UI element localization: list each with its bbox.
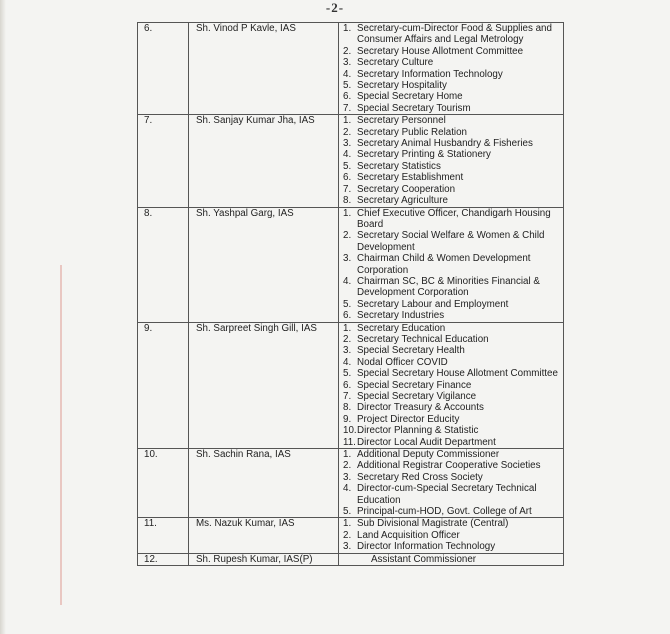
duty-text: Secretary Red Cross Society	[357, 471, 483, 483]
table-row	[138, 322, 564, 448]
duties-list	[339, 23, 564, 115]
duty-text: Director Treasury & Accounts	[357, 402, 484, 414]
duty-item	[343, 391, 561, 402]
duty-number: 6.	[343, 379, 352, 391]
duty-number: 8.	[343, 195, 352, 207]
duty-number: 1.	[343, 23, 352, 34]
duty-text: Director-cum-Special Secretary Technical Education	[357, 483, 537, 506]
duty-item	[343, 115, 561, 126]
duties-list	[339, 518, 564, 553]
table-row	[138, 115, 564, 207]
duty-text: Director Information Technology	[357, 541, 496, 553]
duty-text: Sub Divisional Magistrate (Central)	[357, 518, 509, 530]
duty-item	[343, 253, 561, 276]
table-row	[138, 553, 564, 565]
serial-number: 11.	[138, 518, 189, 553]
duty-number: 1.	[343, 322, 352, 334]
duty-item	[343, 184, 561, 195]
duty-text: Secretary Printing & Stationery	[357, 149, 491, 161]
duties-list	[339, 207, 564, 322]
serial-number: 9.	[138, 322, 189, 448]
duty-item	[343, 357, 561, 368]
duty-number: 11.	[343, 436, 356, 448]
duty-number: 3.	[343, 471, 352, 483]
duty-item	[343, 161, 561, 172]
duty-text: Chairman SC, BC & Minorities Financial & Development Corporation	[357, 275, 540, 299]
duty-number: 5.	[343, 80, 352, 92]
duty-item	[343, 345, 561, 356]
duty-text: Secretary Industries	[357, 310, 445, 322]
table-row	[138, 518, 564, 553]
duty-item	[343, 368, 561, 379]
duty-number: 10.	[343, 425, 357, 437]
duty-item	[343, 472, 561, 483]
duty-number: 1.	[343, 449, 352, 461]
duty-item	[343, 380, 561, 391]
duty-text: Land Acquisition Officer	[357, 529, 460, 541]
duty-item	[343, 91, 561, 102]
duty-number: 6.	[343, 172, 352, 184]
officer-name: Sh. Yashpal Garg, IAS	[189, 207, 339, 322]
duty-text: Chief Executive Officer, Chandigarh Housing Board	[357, 207, 551, 230]
serial-number: 12.	[138, 553, 189, 565]
duty-text: Assistant Commissioner	[371, 553, 477, 565]
duty-text: Secretary Information Technology	[357, 68, 503, 80]
duty-number: 4.	[343, 483, 352, 495]
duty-number: 8.	[343, 402, 352, 414]
duty-number: 1.	[343, 115, 352, 127]
duty-number: 6.	[343, 310, 352, 322]
duty-text: Special Secretary Tourism	[357, 102, 471, 114]
duty-item	[343, 276, 561, 299]
duty-text: Special Secretary House Allotment Committee	[357, 368, 558, 380]
duty-number: 3.	[343, 541, 352, 553]
margin-line	[60, 265, 62, 605]
duty-item	[343, 506, 561, 517]
duties-list	[339, 115, 564, 207]
duty-item	[343, 195, 561, 206]
allocation-table	[137, 22, 564, 566]
duty-text: Secretary Personnel	[357, 115, 446, 127]
duty-number: 2.	[343, 333, 352, 345]
table-row	[138, 23, 564, 115]
duty-text: Secretary Education	[357, 322, 446, 334]
serial-number: 10.	[138, 449, 189, 518]
officer-name: Ms. Nazuk Kumar, IAS	[189, 518, 339, 553]
duty-text: Secretary Statistics	[357, 160, 441, 172]
duty-item	[343, 208, 561, 231]
duty-item	[343, 57, 561, 68]
duty-text: Secretary Hospitality	[357, 80, 447, 92]
duty-number: 2.	[343, 460, 352, 472]
duty-item	[343, 483, 561, 506]
duty-text: Secretary Social Welfare & Women & Child Development	[357, 230, 545, 253]
duty-text: Secretary Labour and Employment	[357, 298, 509, 310]
duty-item	[343, 310, 561, 321]
duty-text: Special Secretary Home	[357, 91, 463, 103]
officer-name: Sh. Rupesh Kumar, IAS(P)	[189, 553, 339, 565]
duty-number: 2.	[343, 126, 352, 138]
duties-list	[339, 322, 564, 448]
serial-number: 8.	[138, 207, 189, 322]
duty-item	[343, 460, 561, 471]
duty-item	[343, 554, 561, 565]
duty-text: Additional Registrar Cooperative Societies	[357, 460, 541, 472]
duty-text: Director Planning & Statistic	[357, 425, 479, 437]
duty-number: 2.	[343, 45, 352, 57]
officer-name: Sh. Sarpreet Singh Gill, IAS	[189, 322, 339, 448]
duty-text: Chairman Child & Women Development Corporation	[357, 253, 531, 276]
duty-text: Nodal Officer COVID	[357, 356, 448, 368]
duty-number: 4.	[343, 356, 352, 368]
duty-number: 9.	[343, 413, 352, 425]
duty-text: Special Secretary Health	[357, 345, 465, 357]
duty-number: 2.	[343, 529, 352, 541]
duty-item	[343, 149, 561, 160]
duty-number: 1.	[343, 207, 352, 219]
duty-number	[343, 554, 357, 565]
duty-number: 5.	[343, 368, 352, 380]
duty-item	[343, 46, 561, 57]
duty-text: Director Local Audit Department	[357, 436, 496, 448]
officer-name: Sh. Sachin Rana, IAS	[189, 449, 339, 518]
officer-name: Sh. Sanjay Kumar Jha, IAS	[189, 115, 339, 207]
duty-text: Secretary-cum-Director Food & Supplies and Consumer Affairs and Legal Metrology	[357, 23, 552, 46]
duty-item	[343, 425, 561, 436]
duties-list	[339, 553, 564, 565]
duty-number: 7.	[343, 183, 352, 195]
duty-text: Secretary Technical Education	[357, 333, 489, 345]
duty-item	[343, 138, 561, 149]
duty-text: Secretary Public Relation	[357, 126, 467, 138]
duty-number: 5.	[343, 506, 352, 518]
duty-text: Special Secretary Finance	[357, 379, 472, 391]
duty-text: Special Secretary Vigilance	[357, 391, 477, 402]
duty-item	[343, 414, 561, 425]
duties-list	[339, 449, 564, 518]
duty-item	[343, 334, 561, 345]
duty-text: Secretary Establishment	[357, 172, 464, 184]
duty-item	[343, 23, 561, 46]
duty-text: Project Director Educity	[357, 413, 460, 425]
duty-item	[343, 541, 561, 552]
duty-number: 7.	[343, 391, 352, 402]
duty-text: Secretary Culture	[357, 57, 434, 69]
table-row	[138, 207, 564, 322]
duty-item	[343, 103, 561, 114]
duty-item	[343, 402, 561, 413]
duty-item	[343, 323, 561, 334]
duty-number: 5.	[343, 298, 352, 310]
officer-name: Sh. Vinod P Kavle, IAS	[189, 23, 339, 115]
duty-number: 2.	[343, 230, 352, 242]
duty-item	[343, 530, 561, 541]
duty-item	[343, 299, 561, 310]
duty-number: 4.	[343, 68, 352, 80]
serial-number: 7.	[138, 115, 189, 207]
duty-item	[343, 172, 561, 183]
duty-text: Secretary Agriculture	[357, 195, 448, 207]
duty-text: Secretary House Allotment Committee	[357, 45, 524, 57]
duty-number: 6.	[343, 91, 352, 103]
duty-text: Additional Deputy Commissioner	[357, 449, 500, 461]
duty-text: Secretary Cooperation	[357, 183, 456, 195]
duty-number: 1.	[343, 518, 352, 530]
duty-item	[343, 230, 561, 253]
table-row	[138, 449, 564, 518]
duty-number: 4.	[343, 149, 352, 161]
page-edge-shadow	[0, 0, 6, 634]
duty-text: Secretary Animal Husbandry & Fisheries	[357, 138, 533, 150]
duty-text: Principal-cum-HOD, Govt. College of Art	[357, 506, 532, 518]
duty-number: 5.	[343, 160, 352, 172]
page-number: -2-	[325, 0, 345, 15]
serial-number: 6.	[138, 23, 189, 115]
duty-number: 3.	[343, 253, 352, 265]
duty-number: 3.	[343, 345, 352, 357]
duty-item	[343, 449, 561, 460]
duty-number: 3.	[343, 138, 352, 150]
duty-item	[343, 80, 561, 91]
duty-number: 7.	[343, 102, 352, 114]
duty-number: 3.	[343, 57, 352, 69]
duty-item	[343, 437, 561, 448]
duty-item	[343, 69, 561, 80]
duty-number: 4.	[343, 275, 352, 287]
duty-item	[343, 518, 561, 529]
duty-item	[343, 127, 561, 138]
